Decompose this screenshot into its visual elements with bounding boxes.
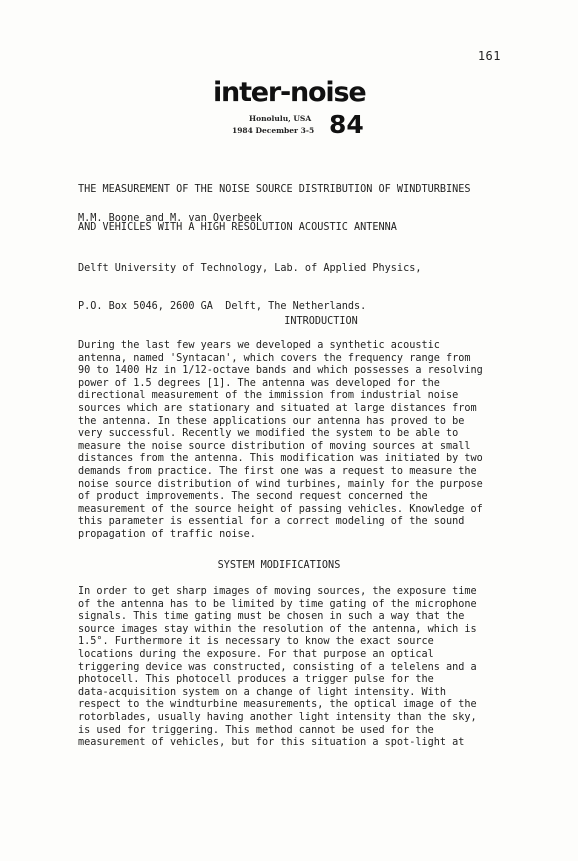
conference-logo <box>213 78 373 142</box>
text-line: sources which are stationary and situated at large distances from <box>78 402 477 414</box>
text-line: noise source distribution of wind turbines, mainly for the purpose <box>78 478 483 490</box>
text-line: is used for triggering. This method cannot be used for the <box>78 724 434 736</box>
affiliation-line: Delft University of Technology, Lab. of Applied Physics, <box>78 263 422 275</box>
logo-city: Honolulu, USA <box>249 114 312 123</box>
section-heading-system-modifications: SYSTEM MODIFICATIONS <box>217 560 341 571</box>
authors: M.M. Boone and M. van Overbeek <box>78 213 263 224</box>
text-line: locations during the exposure. For that purpose an optical <box>78 648 434 660</box>
text-line: antenna, named 'Syntacan', which covers the frequency range from <box>78 352 471 364</box>
text-line: propagation of traffic noise. <box>78 528 256 540</box>
text-line: distances from the antenna. This modification was initiated by two <box>78 453 483 465</box>
text-line: rotorblades, usually having another light intensity than the sky, <box>78 711 477 723</box>
page-number: 161 <box>477 49 501 63</box>
system-modifications-body <box>78 586 508 750</box>
text-line: measurement of vehicles, but for this situation a spot-light at <box>78 737 465 749</box>
text-line: this parameter is essential for a correct modeling of the sound <box>78 516 465 528</box>
text-line: power of 1.5 degrees [1]. The antenna was developed for the <box>78 377 440 389</box>
text-line: measurement of the source height of passing vehicles. Knowledge of <box>78 503 483 515</box>
logo-wordmark: inter-noise <box>213 77 366 108</box>
text-line: data-acquisition system on a change of light intensity. With <box>78 686 447 698</box>
section-heading-introduction: INTRODUCTION <box>284 316 358 327</box>
text-line: measure the noise source distribution of moving sources at small <box>78 440 471 452</box>
text-line: the antenna. In these applications our antenna has proved to be <box>78 415 465 427</box>
introduction-body <box>78 340 508 542</box>
text-line: signals. This time gating must be chosen in such a way that the <box>78 611 465 623</box>
affiliation-line: P.O. Box 5046, 2600 GA Delft, The Netherlands. <box>78 300 367 312</box>
text-line: demands from practice. The first one was a request to measure the <box>78 465 477 477</box>
text-line: source images stay within the resolution of the antenna, which is <box>78 623 477 635</box>
text-line: 90 to 1400 Hz in 1/12-octave bands and which possesses a resolving <box>78 365 483 377</box>
text-line: In order to get sharp images of moving sources, the exposure time <box>78 586 477 597</box>
logo-date: 1984 December 3-5 <box>232 126 315 135</box>
title-line: AND VEHICLES WITH A HIGH RESOLUTION ACOUSTIC ANTENNA <box>78 221 397 233</box>
text-line: of product improvements. The second request concerned the <box>78 491 428 503</box>
text-line: 1.5°. Furthermore it is necessary to know the exact source <box>78 636 434 648</box>
logo-year: 84 <box>329 110 364 139</box>
text-line: very successful. Recently we modified the system to be able to <box>78 428 459 440</box>
title-line: THE MEASUREMENT OF THE NOISE SOURCE DISTRIBUTION OF WINDTURBINES <box>78 184 471 196</box>
text-line: of the antenna has to be limited by time gating of the microphone <box>78 598 477 610</box>
text-line: triggering device was constructed, consisting of a telelens and a <box>78 661 477 673</box>
text-line: photocell. This photocell produces a trigger pulse for the <box>78 674 434 686</box>
text-line: directional measurement of the immission from industrial noise <box>78 390 459 402</box>
text-line: respect to the windturbine measurements, the optical image of the <box>78 699 477 711</box>
text-line: During the last few years we developed a synthetic acoustic <box>78 340 440 351</box>
